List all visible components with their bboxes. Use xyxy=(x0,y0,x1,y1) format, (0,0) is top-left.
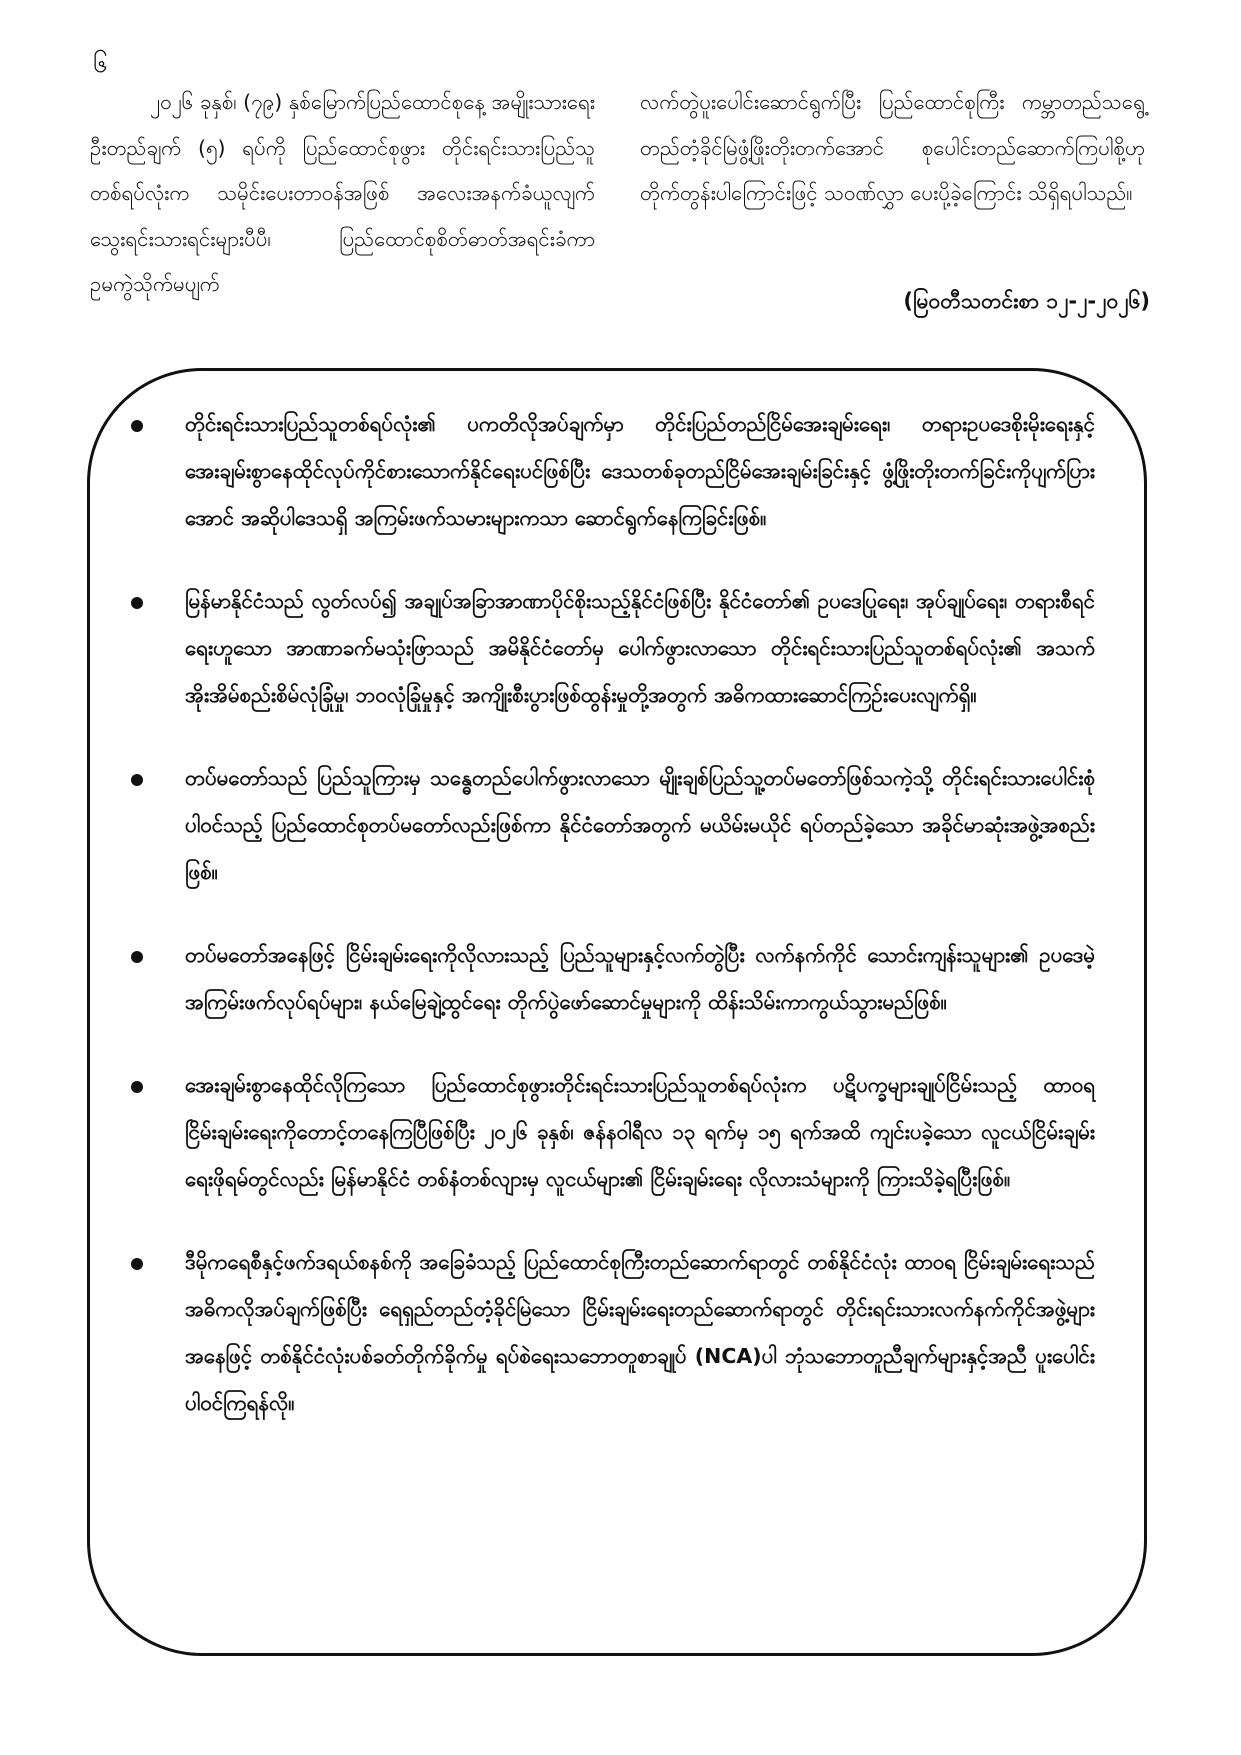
left-paragraph: ၂၀၂၆ ခုနှစ်၊ (၇၉) နှစ်မြောက်ပြည်ထောင်စုနေ့ အမျိုးသားရေးဦးတည်ချက် (၅) ရပ်ကို ပြည်ထောင်စုဖွား တိုင်းရင်းသားပြည်သူတစ်ရပ်လုံးက သမိုင်းပေးတာဝန်အဖြစ် အလေးအနက်ခံယူလျက် သွေးရင်းသားရင်းများပီပီ၊ ပြည်ထောင်စုစိတ်ဓာတ်အရင်းခံကာ ဥမကွဲသိုက်မပျက် xyxy=(90,90,595,296)
bullet-text: တပ်မတော်သည် ပြည်သူကြားမှ သန္ဓေတည်ပေါက်ဖွားလာသော မျိုးချစ်ပြည်သူ့တပ်မတော်ဖြစ်သကဲ့သို့ တိုင်းရင်းသားပေါင်းစုံပါဝင်သည့် ပြည်ထောင်စုတပ်မတော်လည်းဖြစ်ကာ နိုင်ငံတော်အတွက် မယိမ်းမယိုင် ရပ်တည်ခဲ့သော အခိုင်မာဆုံးအဖွဲ့အစည်းဖြစ်။ xyxy=(185,766,1095,884)
bullet-icon xyxy=(131,774,143,786)
bullet-text: တိုင်းရင်းသားပြည်သူတစ်ရပ်လုံး၏ ပကတိလိုအပ်ချက်မှာ တိုင်းပြည်တည်ငြိမ်အေးချမ်းရေး၊ တရားဥပဒေစိုးမိုးရေးနှင့် အေးချမ်းစွာနေထိုင်လုပ်ကိုင်စားသောက်နိုင်ရေးပင်ဖြစ်ပြီး ဒေသတစ်ခုတည်ငြိမ်အေးချမ်းခြင်းနှင့် ဖွံ့ဖြိုးတိုးတက်ခြင်းကိုပျက်ပြားအောင် အဆိုပါဒေသရှိ အကြမ်းဖက်သမားများကသာ ဆောင်ရွက်နေကြခြင်းဖြစ်။ xyxy=(185,412,1095,530)
bullet-icon xyxy=(131,420,143,432)
bullet-icon xyxy=(131,1258,143,1270)
bullet-icon xyxy=(131,1081,143,1093)
bullet-text: အေးချမ်းစွာနေထိုင်လိုကြသော ပြည်ထောင်စုဖွားတိုင်းရင်းသားပြည်သူတစ်ရပ်လုံးက ပဋိပက္ခများချုပ်ငြိမ်းသည့် ထာဝရငြိမ်းချမ်းရေးကိုတောင့်တနေကြပြီဖြစ်ပြီး ၂၀၂၆ ခုနှစ်၊ ဇန်နဝါရီလ ၁၃ ရက်မှ ၁၅ ရက်အထိ ကျင်းပခဲ့သော လူငယ်ငြိမ်းချမ်းရေးဖိုရမ်တွင်လည်း မြန်မာနိုင်ငံ တစ်နံတစ်လျားမှ လူငယ်များ၏ ငြိမ်းချမ်းရေး လိုလားသံများကို ကြားသိခဲ့ရပြီးဖြစ်။ xyxy=(185,1073,1095,1191)
bullet-item xyxy=(155,1239,1095,1427)
page-number: ၆ xyxy=(93,49,108,79)
bullet-icon xyxy=(131,951,143,963)
left-column xyxy=(90,80,595,308)
bullet-item xyxy=(155,1062,1095,1203)
bullet-item xyxy=(155,932,1095,1026)
rounded-frame xyxy=(87,368,1147,1656)
source-citation: (မြဝတီသတင်းစာ ၁၂-၂-၂၀၂၆) xyxy=(903,289,1150,313)
bullet-text: တပ်မတော်အနေဖြင့် ငြိမ်းချမ်းရေးကိုလိုလားသည့် ပြည်သူများနှင့်လက်တွဲပြီး လက်နက်ကိုင် သောင်းကျန်းသူများ၏ ဥပဒေမဲ့အကြမ်းဖက်လုပ်ရပ်များ၊ နယ်မြေချဲ့ထွင်ရေး တိုက်ပွဲဖော်ဆောင်မှုများကို ထိန်းသိမ်းကာကွယ်သွားမည်ဖြစ်။ xyxy=(185,943,1095,1014)
bullet-text: မြန်မာနိုင်ငံသည် လွတ်လပ်၍ အချုပ်အခြာအာဏာပိုင်စိုးသည့်နိုင်ငံဖြစ်ပြီး နိုင်ငံတော်၏ ဥပဒေပြုရေး၊ အုပ်ချုပ်ရေး၊ တရားစီရင်ရေးဟူသော အာဏာခက်မသုံးဖြာသည် အမိနိုင်ငံတော်မှ ပေါက်ဖွားလာသော တိုင်းရင်းသားပြည်သူတစ်ရပ်လုံး၏ အသက်အိုးအိမ်စည်းစိမ်လုံခြုံမှု၊ ဘဝလုံခြုံမှုနှင့် အကျိုးစီးပွားဖြစ်ထွန်းမှုတို့အတွက် အဓိကထားဆောင်ကြဉ်းပေးလျက်ရှိ။ xyxy=(185,589,1095,707)
right-column xyxy=(640,80,1145,217)
bullet-item xyxy=(155,755,1095,896)
bullet-item xyxy=(155,578,1095,719)
bullet-item xyxy=(155,401,1095,542)
bullet-list xyxy=(155,401,1095,1463)
bullet-text: ဒီမိုကရေစီနှင့်ဖက်ဒရယ်စနစ်ကို အခြေခံသည့် ပြည်ထောင်စုကြီးတည်ဆောက်ရာတွင် တစ်နိုင်ငံလုံး ထာဝရ ငြိမ်းချမ်းရေးသည် အဓိကလိုအပ်ချက်ဖြစ်ပြီး ရေရှည်တည်တံ့ခိုင်မြဲသော ငြိမ်းချမ်းရေးတည်ဆောက်ရာတွင် တိုင်းရင်းသားလက်နက်ကိုင်အဖွဲ့များအနေဖြင့် တစ်နိုင်ငံလုံးပစ်ခတ်တိုက်ခိုက်မှု ရပ်စဲရေးသဘောတူစာချုပ် (NCA)ပါ ဘုံသဘောတူညီချက်များနှင့်အညီ ပူးပေါင်းပါဝင်ကြရန်လို။ xyxy=(185,1250,1095,1415)
top-text-section xyxy=(90,80,1150,330)
bullet-icon xyxy=(131,597,143,609)
right-paragraph: လက်တွဲပူးပေါင်းဆောင်ရွက်ပြီး ပြည်ထောင်စုကြီး ကမ္ဘာတည်သရွေ့ တည်တံ့ခိုင်မြဲဖွံ့ဖြိုးတိုးတက်အောင် စုပေါင်းတည်ဆောက်ကြပါစို့ဟု တိုက်တွန်းပါကြောင်းဖြင့် သဝဏ်လွှာ ပေးပို့ခဲ့ကြောင်း သိရှိရပါသည်။ xyxy=(640,90,1145,205)
